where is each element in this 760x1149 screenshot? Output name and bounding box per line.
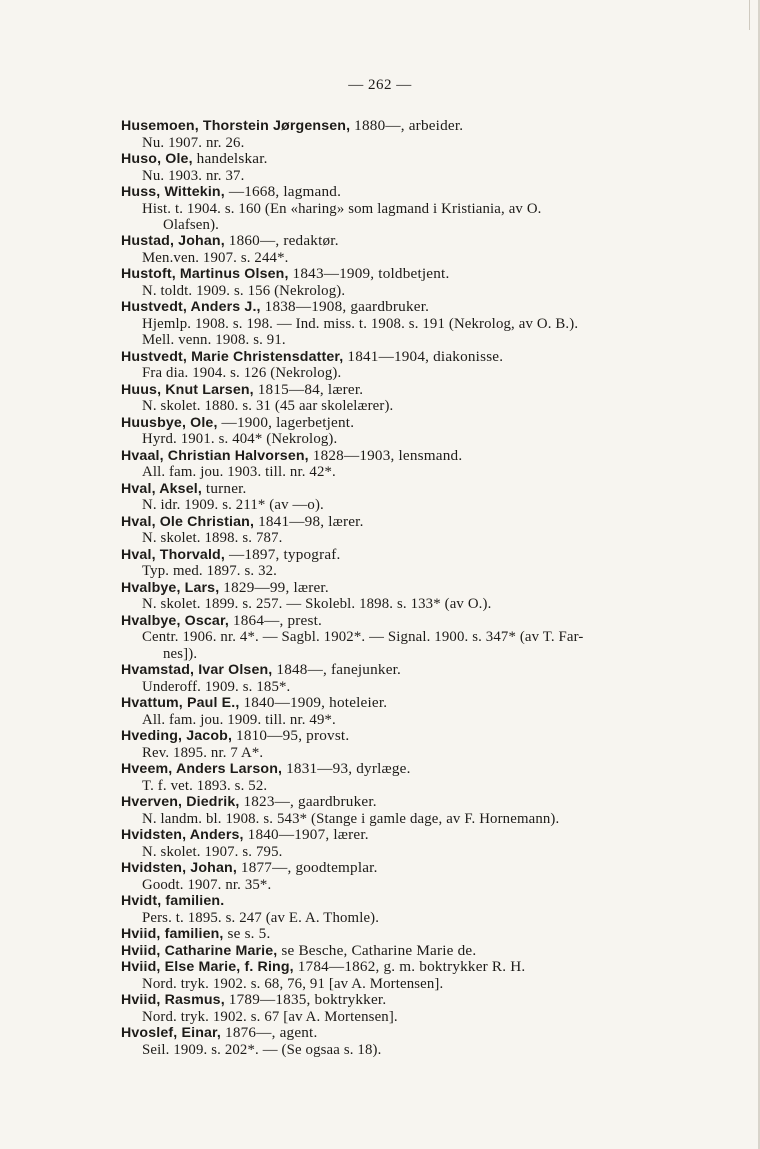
entry-reference: Typ. med. 1897. s. 32. (142, 563, 278, 580)
entry-description: se Besche, Catharine Marie de. (277, 941, 477, 959)
entry-description: 1815—84, lærer. (253, 380, 364, 398)
entry-reference: Fra dia. 1904. s. 126 (Nekrolog). (142, 365, 342, 382)
entry-description: —1900, lagerbetjent. (217, 413, 355, 431)
entry-heading (121, 415, 701, 432)
entry-name: Hval, Aksel, (121, 480, 202, 497)
entry (121, 893, 701, 926)
entry-name: Hval, Thorvald, (121, 546, 225, 563)
entry-name: Hvaal, Christian Halvorsen, (121, 447, 309, 464)
entry-heading (121, 118, 701, 135)
entry-heading (121, 448, 701, 465)
entry-description: 1829—99, lærer. (219, 578, 329, 596)
entry-name: Husemoen, Thorstein Jørgensen, (121, 118, 351, 134)
entry-description: 1877—, goodtemplar. (236, 859, 378, 877)
entry-heading (121, 827, 701, 844)
entry-heading (121, 266, 701, 283)
entry-description: se s. 5. (223, 925, 271, 943)
entry-name: Hveem, Anders Larson, (121, 761, 283, 778)
entry-description: 1831—93, dyrlæge. (282, 760, 411, 778)
entry-reference: N. skolet. 1880. s. 31 (45 aar skolelærer). (142, 398, 394, 415)
entry-name: Hveding, Jacob, (121, 728, 233, 745)
entry (121, 695, 701, 728)
entry-name: Hvidsten, Johan, (121, 860, 237, 877)
entry-heading (121, 992, 701, 1009)
entry-reference: All. fam. jou. 1903. till. nr. 42*. (142, 464, 336, 481)
entry (121, 266, 701, 299)
entry (121, 233, 701, 266)
entry-heading (121, 184, 701, 201)
entry-name: Hviid, Else Marie, f. Ring, (121, 959, 294, 976)
entry-description: 1810—95, provst. (232, 727, 350, 745)
entry-reference: N. skolet. 1899. s. 257. — Skolebl. 1898. s. 133* (av O.). (142, 596, 492, 613)
entry-name: Hvalbye, Lars, (121, 579, 220, 596)
entry-reference: All. fam. jou. 1909. till. nr. 49*. (142, 711, 336, 728)
entry-heading (121, 514, 701, 531)
entry-description: —1668, lagmand. (224, 183, 342, 200)
entry (121, 662, 701, 695)
entry-description: turner. (201, 479, 247, 497)
entry-heading (121, 728, 701, 745)
entry-name: Hustoft, Martinus Olsen, (121, 266, 289, 283)
entry-reference: T. f. vet. 1893. s. 52. (142, 777, 268, 794)
entry-name: Huss, Wittekin, (121, 184, 225, 200)
entry-description: handelskar. (192, 150, 268, 167)
entry-description: 1841—98, lærer. (254, 512, 364, 530)
entry-reference: Nu. 1903. nr. 37. (142, 167, 245, 184)
entry (121, 184, 701, 233)
entry-heading (121, 761, 701, 778)
entry (121, 580, 701, 613)
entry-reference: Nord. tryk. 1902. s. 67 [av A. Mortensen]. (142, 1009, 398, 1025)
entry-reference: nes]). (163, 645, 198, 662)
entry-name: Hverven, Diedrik, (121, 794, 240, 811)
entry (121, 547, 701, 580)
entry-reference: Underoff. 1909. s. 185*. (142, 678, 291, 695)
entry (121, 827, 701, 860)
entry-reference: N. skolet. 1898. s. 787. (142, 530, 283, 547)
entry-name: Hustad, Johan, (121, 233, 225, 250)
entry-reference: Hjemlp. 1908. s. 198. — Ind. miss. t. 1908. s. 191 (Nekrolog, av O. B.). (142, 316, 579, 332)
entry (121, 1025, 701, 1058)
entry (121, 299, 701, 348)
entry-heading (121, 151, 701, 168)
entry-name: Hvamstad, Ivar Olsen, (121, 662, 273, 679)
entry (121, 728, 701, 761)
entry-description: 1789—1835, boktrykker. (224, 991, 387, 1009)
entry-reference: Nu. 1907. nr. 26. (142, 134, 245, 151)
entry-heading (121, 893, 701, 910)
entry (121, 613, 701, 662)
entry-heading (121, 613, 701, 630)
entry-reference: Pers. t. 1895. s. 247 (av E. A. Thomle). (142, 909, 380, 926)
entry (121, 761, 701, 794)
entry-reference: Olafsen). (163, 217, 219, 233)
entry-name: Hviid, Catharine Marie, (121, 942, 278, 959)
entry-heading (121, 662, 701, 679)
entry-name: Hvalbye, Oscar, (121, 612, 229, 629)
entry-reference: Goodt. 1907. nr. 35*. (142, 876, 272, 893)
entry (121, 959, 701, 992)
page-number: — 262 — (348, 77, 412, 93)
entry (121, 118, 701, 151)
entry-name: Hvattum, Paul E., (121, 695, 240, 712)
entry-list (121, 118, 701, 1058)
entry-reference: N. idr. 1909. s. 211* (av —o). (142, 497, 324, 514)
entry-reference: N. landm. bl. 1908. s. 543* (Stange i gamle dage, av F. Hornemann). (142, 810, 560, 827)
entry-description: 1843—1909, toldbetjent. (288, 265, 450, 283)
entry-name: Hviid, familien, (121, 926, 224, 943)
entry-reference: Men.ven. 1907. s. 244*. (142, 250, 289, 266)
entry-heading (121, 382, 701, 399)
entry-reference: Hist. t. 1904. s. 160 (En «haring» som lagmand i Kristiania, av O. (142, 200, 542, 217)
entry-description: 1848—, fanejunker. (272, 661, 402, 679)
entry-name: Hvidt, familien. (121, 893, 225, 910)
entry-description: 1828—1903, lensmand. (308, 446, 463, 464)
entry (121, 992, 701, 1025)
entry-description: 1838—1908, gaardbruker. (260, 298, 430, 316)
entry-reference: N. toldt. 1909. s. 156 (Nekrolog). (142, 283, 346, 299)
entry-name: Huusbye, Ole, (121, 414, 218, 431)
entry (121, 151, 701, 184)
entry-heading (121, 794, 701, 811)
entry-name: Hvidsten, Anders, (121, 827, 244, 844)
entry-reference: N. skolet. 1907. s. 795. (142, 843, 283, 860)
page-edge-mark (749, 0, 750, 30)
entry-heading (121, 299, 701, 316)
entry-heading (121, 943, 701, 960)
entry-heading (121, 349, 701, 366)
entry-heading (121, 1025, 701, 1042)
entry (121, 926, 701, 943)
entry-heading (121, 860, 701, 877)
entry-heading (121, 233, 701, 250)
entry (121, 349, 701, 382)
entry-reference: Nord. tryk. 1902. s. 68, 76, 91 [av A. Mortensen]. (142, 976, 444, 992)
entry-description: 1880—, arbeider. (350, 117, 464, 134)
entry-description: 1840—1907, lærer. (243, 826, 369, 844)
entry-heading (121, 695, 701, 712)
entry-name: Hviid, Rasmus, (121, 992, 225, 1009)
entry-description: —1897, typograf. (224, 545, 341, 563)
entry-reference: Seil. 1909. s. 202*. — (Se ogsaa s. 18). (142, 1042, 382, 1058)
entry-heading (121, 547, 701, 564)
entry (121, 943, 701, 960)
entry-name: Hval, Ole Christian, (121, 513, 255, 530)
entry (121, 382, 701, 415)
entry-name: Huso, Ole, (121, 151, 193, 167)
entry (121, 514, 701, 547)
entry-heading (121, 959, 701, 976)
entry (121, 415, 701, 448)
entry-reference: Mell. venn. 1908. s. 91. (142, 332, 286, 349)
entry-reference: Hyrd. 1901. s. 404* (Nekrolog). (142, 431, 338, 448)
entry-name: Huus, Knut Larsen, (121, 381, 254, 398)
entry-name: Hustvedt, Marie Christensdatter, (121, 348, 344, 365)
entry-heading (121, 481, 701, 498)
entry-description: 1784—1862, g. m. boktrykker R. H. (293, 958, 526, 976)
entry-description: 1840—1909, hoteleier. (239, 694, 388, 712)
entry-name: Hustvedt, Anders J., (121, 299, 261, 316)
entry (121, 860, 701, 893)
entry (121, 794, 701, 827)
entry-reference: Centr. 1906. nr. 4*. — Sagbl. 1902*. — Signal. 1900. s. 347* (av T. Far- (142, 629, 584, 646)
entry-description: 1876—, agent. (221, 1024, 318, 1042)
entry-description: 1841—1904, diakonisse. (343, 347, 504, 365)
entry-heading (121, 580, 701, 597)
entry-description: 1864—, prest. (228, 611, 323, 629)
entry (121, 448, 701, 481)
entry-description: 1860—, redaktør. (224, 232, 339, 250)
entry-description: 1823—, gaardbruker. (239, 793, 377, 811)
entry-reference: Rev. 1895. nr. 7 A*. (142, 744, 264, 761)
entry-heading (121, 926, 701, 943)
entry (121, 481, 701, 514)
entry-name: Hvoslef, Einar, (121, 1025, 222, 1042)
